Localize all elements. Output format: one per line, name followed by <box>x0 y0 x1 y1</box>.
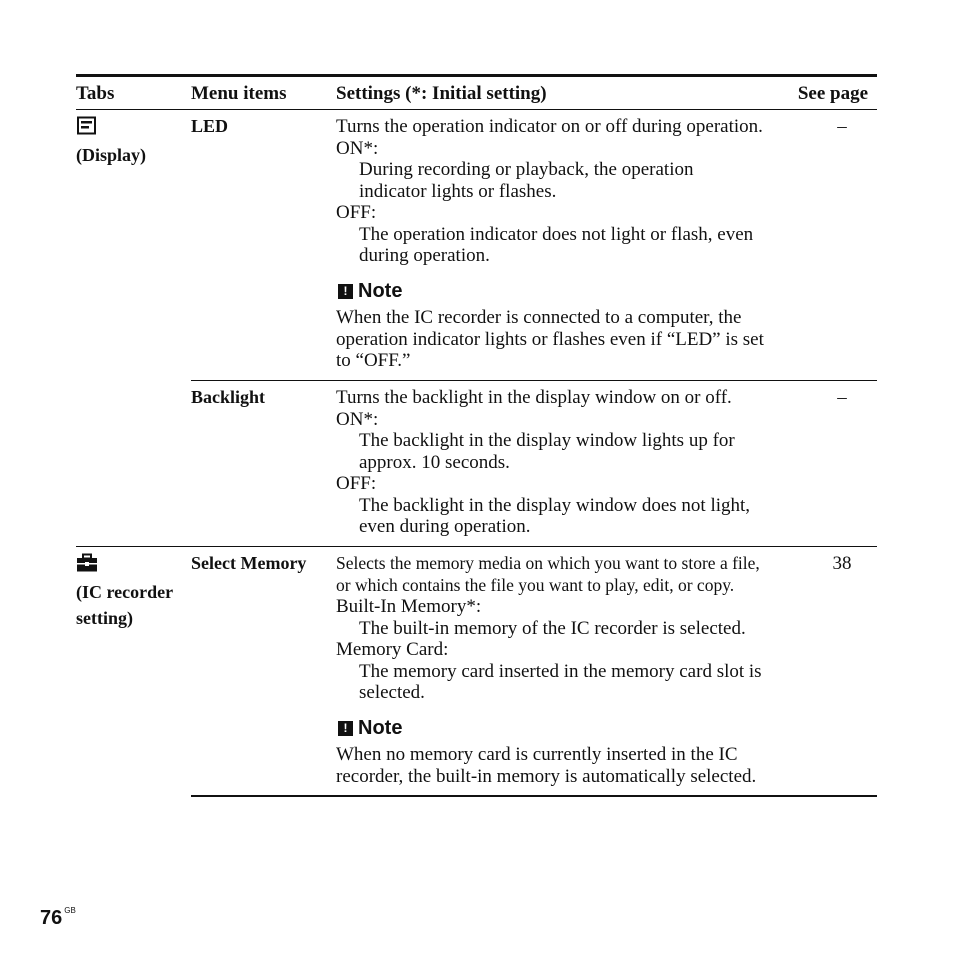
note-text-3: to “OFF.” <box>336 350 411 371</box>
option-off-desc-2: during operation. <box>359 245 490 266</box>
option-off-desc-2: even during operation. <box>359 516 531 537</box>
settings-intro-2: or which contains the file you want to play, edit, or copy. <box>336 574 735 595</box>
header-settings: Settings (*: Initial setting) <box>336 83 547 104</box>
bottom-rule <box>191 795 877 797</box>
option-on: ON*: <box>336 137 379 159</box>
note-icon: ! <box>338 284 353 299</box>
tab-display-label: (Display) <box>76 145 147 165</box>
page-number-value: 76 <box>40 907 63 929</box>
tab-ic-recorder-setting <box>76 553 186 631</box>
option-memory-card: Memory Card: <box>336 639 449 660</box>
table-header <box>76 77 877 110</box>
see-page-backlight: – <box>837 387 847 408</box>
header-tabs: Tabs <box>76 83 115 104</box>
note-title: Note <box>358 716 403 739</box>
table-row-led <box>76 110 877 380</box>
option-on-desc-2: approx. 10 seconds. <box>359 451 510 473</box>
option-memory-card-desc-2: selected. <box>359 682 425 703</box>
option-off: OFF: <box>336 202 377 223</box>
note-text-2: recorder, the built-in memory is automatically selected. <box>336 765 757 787</box>
see-page-led: – <box>837 116 847 137</box>
option-on-desc-1: The backlight in the display window lights up for <box>359 430 735 451</box>
settings-led <box>336 110 796 380</box>
option-on-desc-1: During recording or playback, the operation <box>359 159 694 180</box>
option-built-in-desc: The built-in memory of the IC recorder is selected. <box>359 617 746 639</box>
note-title: Note <box>358 279 403 302</box>
see-page-select-memory: 38 <box>832 553 852 574</box>
option-off-desc-1: The backlight in the display window does not light, <box>359 494 751 516</box>
table-row-backlight <box>76 381 877 546</box>
toolbox-icon <box>76 553 98 573</box>
tab-ic-recorder-label: (IC recorder setting) <box>76 582 173 628</box>
option-on: ON*: <box>336 408 379 430</box>
note-text-2: operation indicator lights or flashes even if “LED” is set <box>336 328 764 350</box>
note-text-1: When the IC recorder is connected to a computer, the <box>336 307 742 328</box>
note-text-1: When no memory card is currently inserted in the IC <box>336 744 738 765</box>
header-menu-items: Menu items <box>191 83 287 104</box>
menu-item-backlight: Backlight <box>191 387 266 407</box>
table-row-select-memory <box>76 547 877 795</box>
settings-backlight <box>336 381 796 546</box>
note-heading <box>336 718 796 740</box>
option-off-desc-1: The operation indicator does not light or flash, even <box>359 223 754 245</box>
settings-select-memory <box>336 547 796 795</box>
display-icon <box>76 116 98 136</box>
page-number-suffix: GB <box>64 906 76 915</box>
settings-intro: Turns the operation indicator on or off during operation. <box>336 116 763 137</box>
settings-table <box>76 74 877 797</box>
menu-item-led: LED <box>191 116 229 136</box>
settings-intro-1: Selects the memory media on which you want to store a file, <box>336 553 760 573</box>
note-icon: ! <box>338 721 353 736</box>
tab-display <box>76 116 186 168</box>
note-heading <box>336 281 796 303</box>
header-see-page: See page <box>797 83 868 104</box>
option-built-in: Built-In Memory*: <box>336 596 482 617</box>
option-off: OFF: <box>336 473 377 494</box>
settings-intro: Turns the backlight in the display window on or off. <box>336 387 732 408</box>
page-number <box>40 906 76 930</box>
option-memory-card-desc-1: The memory card inserted in the memory card slot is <box>359 660 762 682</box>
menu-item-select-memory: Select Memory <box>191 553 307 573</box>
option-on-desc-2: indicator lights or flashes. <box>359 180 557 202</box>
